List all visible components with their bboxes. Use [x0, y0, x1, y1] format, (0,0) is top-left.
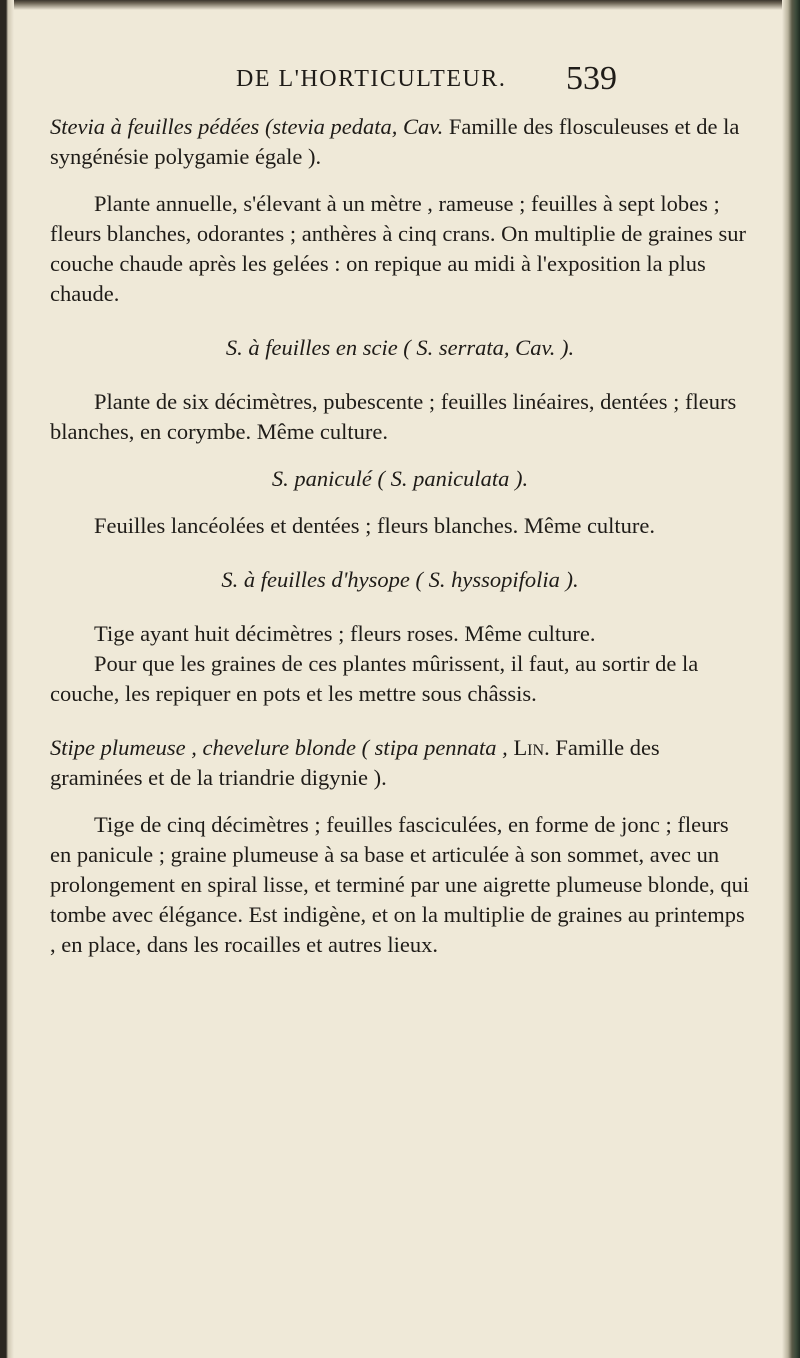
entry-heading-serrata: S. à feuilles en scie ( S. serrata, Cav. ).	[225, 335, 575, 360]
entry-heading-paniculata: S. paniculé ( S. paniculata ).	[271, 466, 529, 491]
entry-author: Lin.	[513, 735, 550, 760]
running-head: DE L'HORTICULTEUR.	[236, 66, 507, 92]
entry-classification: Famille des flosculeuses et de la syngénésie polygamie égale ).	[50, 114, 740, 169]
entry-heading-stevia-pedata	[50, 112, 750, 172]
entry-description: Feuilles lancéolées et dentées ; fleurs blanches. Même culture.	[94, 513, 656, 538]
page-top-edge	[0, 0, 800, 10]
entry-description: Tige ayant huit décimètres ; fleurs roses. Même culture.	[94, 621, 596, 646]
entry-description: Plante annuelle, s'élevant à un mètre , rameuse ; feuilles à sept lobes ; fleurs blanches, odorantes ; anthères à cinq crans. On multiplie de graines sur couche chaude après les gelées : on repique au midi à l'exposition la plus chaude.	[50, 191, 747, 306]
entry-name: Stevia à feuilles pédées	[50, 114, 260, 139]
entry-heading-hyssopifolia: S. à feuilles d'hysope ( S. hyssopifolia ).	[221, 567, 579, 592]
page-header	[0, 60, 800, 110]
entry-heading-stipa-pennata	[50, 733, 750, 793]
entry-description: Plante de six décimètres, pubescente ; feuilles linéaires, dentées ; fleurs blanches, en corymbe. Même culture.	[50, 389, 737, 444]
entry-description: Tige de cinq décimètres ; feuilles fasciculées, en forme de jonc ; fleurs en panicule ; graine plumeuse à sa base et articulée à son sommet, avec un prolongement en spiral lisse, et terminé par une aigrette plumeuse blonde, qui tombe avec élégance. Est indigène, et on la multiplie de graines au printemps , en place, dans les rocailles et autres lieux.	[50, 812, 750, 957]
entry-classification: Famille des graminées et de la triandrie digynie ).	[50, 735, 660, 790]
entry-name: Stipe plumeuse , chevelure blonde	[50, 735, 356, 760]
page-number: 539	[566, 60, 617, 97]
entry-latin: ( stipa pennata ,	[361, 735, 508, 760]
entry-note: Pour que les graines de ces plantes mûrissent, il faut, au sortir de la couche, les repiquer en pots et les mettre sous châssis.	[50, 651, 699, 706]
page-gutter-edge	[0, 0, 14, 1358]
page-right-edge	[782, 0, 800, 1358]
page-body	[50, 112, 750, 960]
entry-latin: (stevia pedata, Cav.	[264, 114, 444, 139]
